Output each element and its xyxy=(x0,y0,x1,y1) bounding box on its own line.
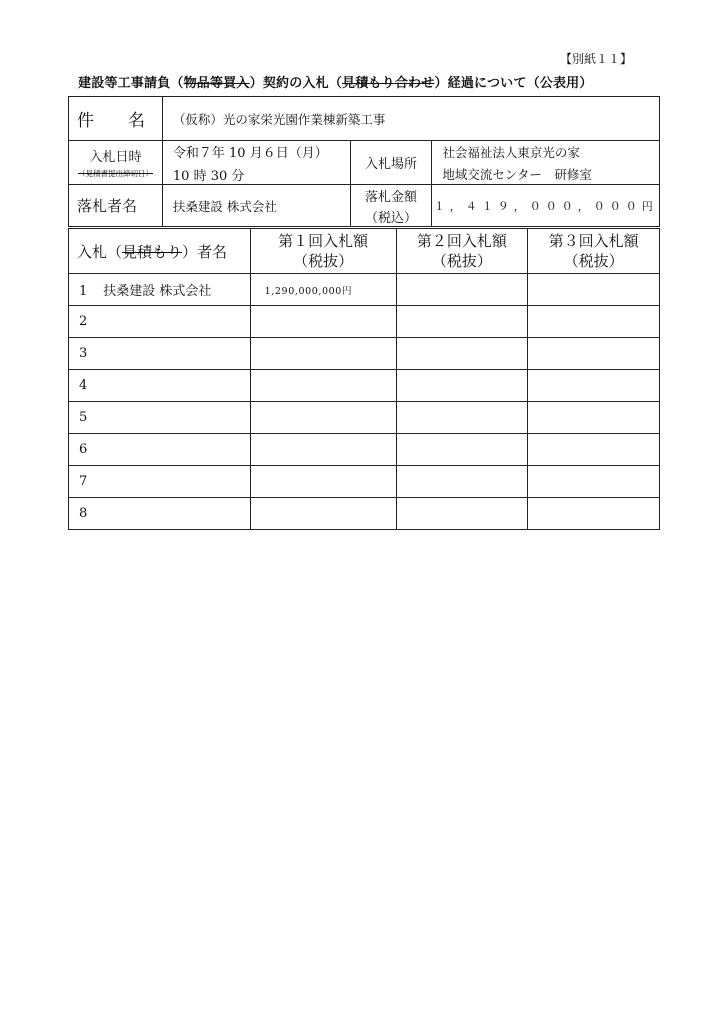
bid-place-label: 入札場所 xyxy=(350,141,432,185)
round3-amount xyxy=(528,434,660,466)
row-number: 4 xyxy=(79,378,88,393)
title-part2: ）契約の入札（ xyxy=(249,76,343,91)
winning-amount-label-cell xyxy=(350,185,432,227)
round3-title: 第３回入札額 xyxy=(548,232,639,250)
round3-amount xyxy=(528,274,660,306)
round1-amount: 1,290,000,000円 xyxy=(250,274,396,306)
bidder-header-b: ）者名 xyxy=(182,242,228,261)
title-strike1: 物品等買入 xyxy=(183,76,250,91)
winner-name: 扶桑建設 株式会社 xyxy=(162,185,350,227)
bid-table xyxy=(68,228,660,530)
bidder-cell-2 xyxy=(69,306,251,338)
project-row xyxy=(69,97,660,141)
bid-date-line1: 令和７年 10 月６日（月） xyxy=(172,145,328,161)
round2-title: 第２回入札額 xyxy=(416,232,507,250)
project-label: 件 名 xyxy=(69,97,163,141)
bid-date-line2: 10 時 30 分 xyxy=(172,168,245,184)
document-title xyxy=(78,72,593,91)
row-number: 6 xyxy=(79,442,88,457)
round3-amount xyxy=(528,466,660,498)
bidder-cell-1 xyxy=(69,274,251,306)
bidder-name: 扶桑建設 株式会社 xyxy=(103,284,212,299)
project-name: （仮称）光の家栄光園作業棟新築工事 xyxy=(162,97,659,141)
bid-table-header xyxy=(69,229,660,274)
bid-place-line2: 地域交流センター 研修室 xyxy=(442,166,592,182)
winner-row xyxy=(69,185,660,227)
appendix-label: 【別紙１１】 xyxy=(560,52,633,66)
bidder-name-header xyxy=(69,229,251,274)
bid-row-7 xyxy=(69,466,660,498)
round1-amount xyxy=(250,306,396,338)
title-strike2: 見積もり合わせ xyxy=(342,76,435,91)
bid-row-2 xyxy=(69,306,660,338)
round1-amount xyxy=(250,338,396,370)
bid-place-value xyxy=(432,141,660,185)
bidder-cell-5 xyxy=(69,402,251,434)
round1-title: 第１回入札額 xyxy=(278,232,369,250)
row-number: 8 xyxy=(79,506,88,521)
bid-row-5 xyxy=(69,402,660,434)
info-table xyxy=(68,96,660,227)
bidder-cell-6 xyxy=(69,434,251,466)
row-number: 2 xyxy=(79,314,88,329)
round1-amount xyxy=(250,466,396,498)
bid-row-8 xyxy=(69,498,660,530)
round2-amount xyxy=(396,370,528,402)
bidder-cell-7 xyxy=(69,466,251,498)
round3-tax: （税抜） xyxy=(563,252,624,270)
round2-amount xyxy=(396,274,528,306)
bidder-header-a: 入札（ xyxy=(77,242,123,261)
round2-tax: （税抜） xyxy=(431,252,492,270)
row-number: 1 xyxy=(79,284,88,299)
round3-amount xyxy=(528,402,660,434)
round2-amount xyxy=(396,498,528,530)
bid-row-3 xyxy=(69,338,660,370)
round2-header xyxy=(396,229,528,274)
tax-included-label: （税込） xyxy=(364,210,417,226)
round3-amount xyxy=(528,338,660,370)
round1-amount xyxy=(250,498,396,530)
winning-amount: １，４１９，０００，０００円 xyxy=(432,185,660,227)
bidder-cell-4 xyxy=(69,370,251,402)
bid-date-value xyxy=(162,141,350,185)
round3-amount xyxy=(528,306,660,338)
round1-tax: （税抜） xyxy=(293,252,354,270)
bid-place-line1: 社会福祉法人東京光の家 xyxy=(442,144,580,160)
deadline-label-struck: （見積書提出締切日） xyxy=(77,169,153,178)
row-number: 7 xyxy=(79,474,88,489)
round2-amount xyxy=(396,466,528,498)
bid-row-1 xyxy=(69,274,660,306)
bidder-cell-3 xyxy=(69,338,251,370)
bidder-cell-8 xyxy=(69,498,251,530)
round1-amount xyxy=(250,370,396,402)
round1-amount xyxy=(250,402,396,434)
round3-amount xyxy=(528,370,660,402)
round3-amount xyxy=(528,498,660,530)
round3-header xyxy=(528,229,660,274)
round2-amount xyxy=(396,338,528,370)
round2-amount xyxy=(396,402,528,434)
row-number: 3 xyxy=(79,346,88,361)
title-part3: ）経過について（公表用） xyxy=(434,76,593,91)
bid-date-label-cell xyxy=(69,141,163,185)
bid-row-4 xyxy=(69,370,660,402)
date-place-row xyxy=(69,141,660,185)
bid-date-label: 入札日時 xyxy=(89,150,142,165)
round2-amount xyxy=(396,306,528,338)
round1-amount xyxy=(250,434,396,466)
row-number: 5 xyxy=(79,410,88,425)
winning-amount-label: 落札金額 xyxy=(364,189,417,205)
bidder-header-strike: 見積もり xyxy=(122,242,183,261)
title-part1: 建設等工事請負（ xyxy=(78,76,184,91)
bid-row-6 xyxy=(69,434,660,466)
winner-label: 落札者名 xyxy=(69,185,163,227)
round2-amount xyxy=(396,434,528,466)
round1-header xyxy=(250,229,396,274)
